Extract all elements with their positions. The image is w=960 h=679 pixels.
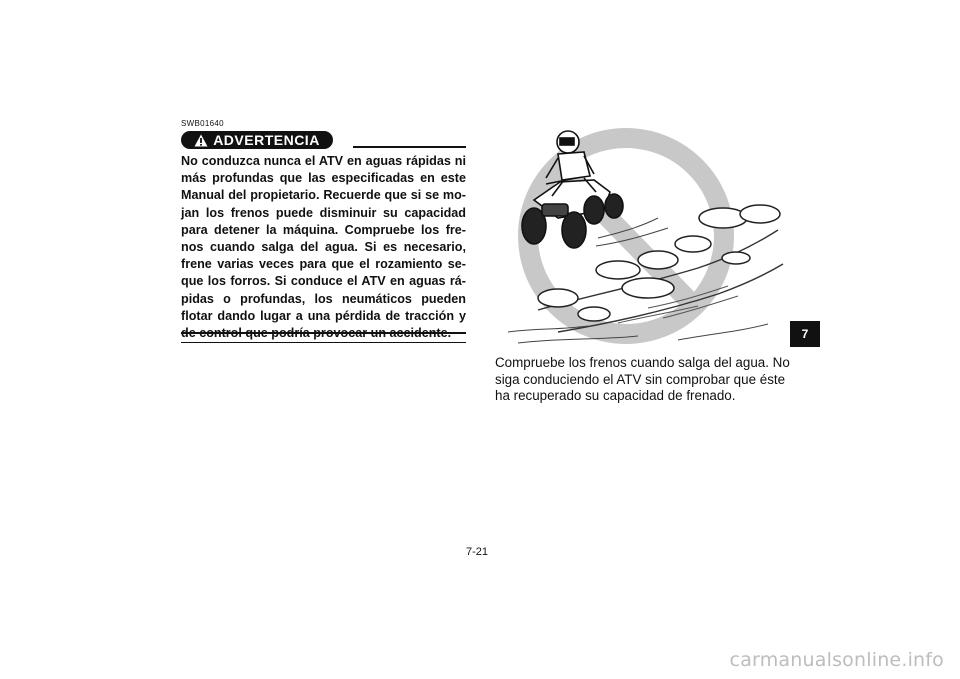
warning-header	[181, 131, 466, 151]
warning-line: flotar dando lugar a una pérdida de tracción y	[181, 308, 466, 323]
warning-line: más profundas que las especificadas en este	[181, 171, 466, 186]
watermark: carmanualsonline.info	[729, 649, 944, 671]
warning-triangle-icon	[194, 134, 208, 147]
warning-line: para detener la máquina. Compruebe los fre-	[181, 222, 466, 237]
warning-badge	[181, 131, 333, 149]
warning-bottom-rule	[181, 332, 466, 334]
body-text	[495, 355, 790, 405]
page-number: 7-21	[466, 546, 489, 558]
warning-label: ADVERTENCIA	[213, 132, 320, 148]
warning-line: pidas o profundas, los neumáticos pueden	[181, 291, 466, 306]
warning-line: jan los frenos puede disminuir su capacidad	[181, 205, 466, 220]
atv-river-prohibited-icon	[498, 118, 788, 350]
body-line: Compruebe los frenos cuando salga del agua. No	[495, 355, 790, 370]
body-line: ha recuperado su capacidad de frenado.	[495, 388, 736, 403]
warning-line: frene varias veces para que el rozamiento se-	[181, 257, 466, 272]
warning-line: Manual del propietario. Recuerde que si se mo-	[181, 188, 466, 203]
body-line: siga conduciendo el ATV sin comprobar que éste	[495, 371, 786, 387]
warning-text	[181, 153, 466, 343]
warning-line: nos cuando salga del agua. Si es necesario,	[181, 240, 466, 255]
document-code: SWB01640	[181, 119, 224, 128]
warning-line: No conduzca nunca el ATV en aguas rápidas ni	[181, 154, 466, 168]
warning-line	[181, 325, 466, 343]
chapter-tab: 7	[790, 321, 820, 347]
warning-header-rule	[353, 146, 466, 148]
warning-line: que los forros. Si conduce el ATV en aguas rá-	[181, 274, 466, 289]
